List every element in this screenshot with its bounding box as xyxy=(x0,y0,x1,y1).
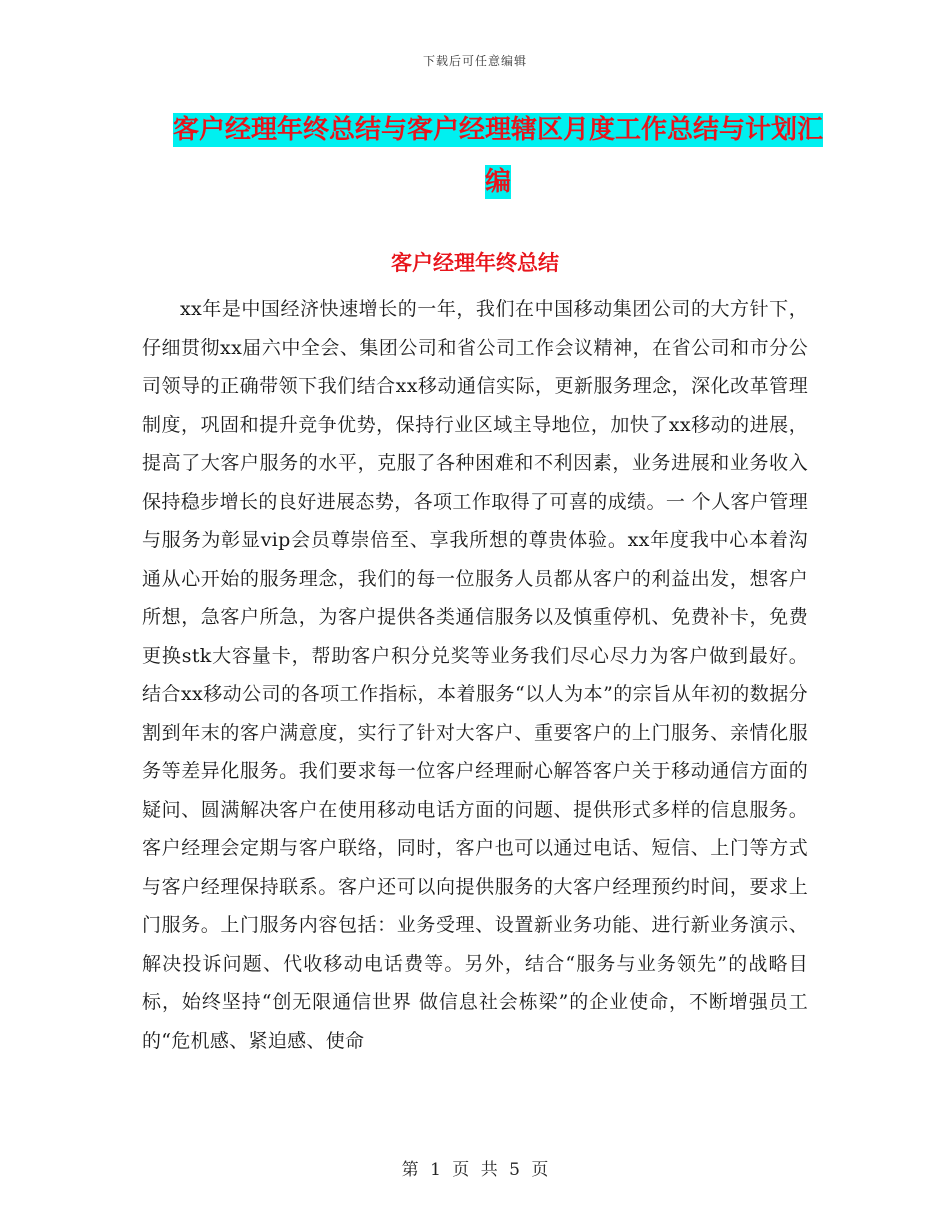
section-title: 客户经理年终总结 xyxy=(391,250,559,275)
page-number: 第 1 页 共 5 页 xyxy=(401,1160,549,1180)
document-title-text: 客户经理年终总结与客户经理辖区月度工作总结与计划汇编 xyxy=(172,115,823,197)
header-note: 下载后可任意编辑 xyxy=(422,54,527,68)
body-paragraph: xx年是中国经济快速增长的一年，我们在中国移动集团公司的大方针下，仔细贯彻xx届六中全会、集团公司和省公司工作会议精神，在省公司和市分公司领导的正确带领下我们结合xx移动通信实际，更新服务理念，深化改革管理制度，巩固和提升竞争优势，保持行业区域主导地位，加快了xx移动的进展，提高了大客户服务的水平，克服了各种困难和不利因素，业务进展和业务收入保持稳步增长的良好进展态势，各项工作取得了可喜的成绩。一 个人客户管理与服务为彰显vip会员尊崇倍至、享我所想的尊贵体验。xx年度我中心本着沟通从心开始的服务理念，我们的每一位服务人员都从客户的利益出发，想客户所想，急客户所急，为客户提供各类通信服务以及慎重停机、免费补卡，免费更换stk大容量卡，帮助客户积分兑奖等业务我们尽心尽力为客户做到最好。结合xx移动公司的各项工作指标，本着服务“以人为本”的宗旨从年初的数据分割到年末的客户满意度，实行了针对大客户、重要客户的上门服务、亲情化服务等差异化服务。我们要求每一位客户经理耐心解答客户关于移动通信方面的疑问、圆满解决客户在使用移动电话方面的问题、提供形式多样的信息服务。客户经理会定期与客户联络，同时，客户也可以通过电话、短信、上门等方式与客户经理保持联系。客户还可以向提供服务的大客户经理预约时间，要求上门服务。上门服务内容包括：业务受理、设置新业务功能、进行新业务演示、解决投诉问题、代收移动电话费等。另外，结合“服务与业务领先”的战略目标，始终坚持“创无限通信世界 做信息社会栋梁”的企业使命，不断增强员工的“危机感、紧迫感、使命 xyxy=(142,298,808,1052)
document-title xyxy=(168,104,828,208)
